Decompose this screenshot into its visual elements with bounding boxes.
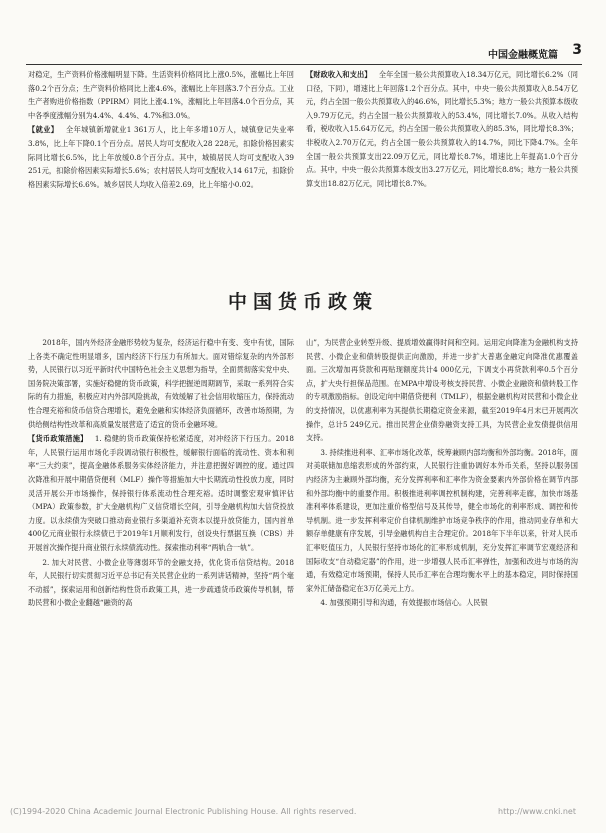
bottom-right-column bbox=[306, 336, 578, 611]
copyright-footer bbox=[10, 807, 596, 816]
intro-paragraph: 2018年，国内外经济金融形势较为复杂，经济运行稳中有变、变中有忧，国际上各类不确定性明显增多，国内经济下行压力有所加大。面对错综复杂的内外部形势，人民银行以习近平新时代中国特色社会主义思想为指导，全面贯彻落实党中央、国务院决策部署，实施好稳健的货币政策，科学把握逆周期调节，采取一系列符合实际的有力措施，积极应对内外部风险挑战，有效缓解了社会信用收缩压力，保持流动性合理充裕和货币信贷合理增长，避免金融和实体经济负面循环，改善市场预期，为供给侧结构性改革和高质量发展营造了适宜的货币金融环境。 bbox=[28, 338, 294, 429]
top-left-column bbox=[28, 68, 294, 192]
employment-paragraph bbox=[28, 123, 294, 191]
employment-tag: 【就业】 bbox=[28, 125, 59, 135]
policy-measures-paragraph bbox=[28, 432, 294, 554]
top-right-column bbox=[306, 68, 578, 191]
fiscal-paragraph bbox=[306, 68, 578, 190]
item-1-text: 1. 稳健的货币政策保持松紧适度，对冲经济下行压力。2018年，人民银行运用市场化手段调动银行积极性，缓解银行面临的流动性、资本和利率“三大约束”，提高金融体系服务实体经济能力，并注意把握好调控的度。通过四次降准和开展中期借贷便利（MLF）操作等措施加大中长期流动性投放力度，同时灵活开展公开市场操作，保持银行体系流动性合理充裕。适时调整宏观审慎评估（MPA）政策参数，扩大金融机构广义信贷增长空间，引导金融机构加大信贷投放力度。以永续债为突破口推动商业银行多渠道补充资本以提升放贷能力，国内首单400亿元商业银行永续债已于2019年1月顺利发行，创设央行票据互换（CBS）并开展首次操作提升商业银行永续债流动性。探索推动利率“两轨合一轨”。 bbox=[28, 434, 294, 552]
running-header bbox=[26, 44, 582, 65]
fiscal-tag: 【财政收入和支出】 bbox=[306, 70, 372, 79]
section-title: 中国货币政策 bbox=[227, 291, 378, 313]
price-paragraph: 对稳定，生产资料价格涨幅明显下降。生活资料价格同比上涨0.5%，涨幅比上年回落0.2个百分点；生产资料价格同比上涨4.6%，涨幅比上年回落3.7个百分点。工业生产者购进价格指数（PPIRM）同比上涨4.1%，涨幅比上年回落4.0个百分点，其中各季度涨幅分别为4.4%、4.4%、4.7%和3.0%。 bbox=[28, 70, 294, 120]
fiscal-text: 全年全国一般公共预算收入18.34万亿元，同比增长6.2%（同口径，下同），增速比上年回落1.2个百分点。其中，中央一般公共预算收入8.54万亿元，约占全国一般公共预算收入的46.6%，同比增长5.3%；地方一般公共预算本级收入9.79万亿元，约占全国一般公共预算收入的53.4%，同比增长7.0%。从收入结构看，税收收入15.64万亿元，约占全国一般公共预算收入的85.3%，同比增长8.3%；非税收入2.70万亿元，约占全国一般公共预算收入的14.7%，同比下降4.7%。全年全国一般公共预算支出22.09万亿元，同比增长8.7%，增速比上年提高1.0个百分点。其中，中央一般公共预算本级支出3.27万亿元，同比增长8.8%；地方一般公共预算支出18.82万亿元，同比增长8.7%。 bbox=[306, 70, 578, 188]
page-number: 3 bbox=[572, 42, 582, 58]
item-2-paragraph: 2. 加大对民营、小微企业等薄弱环节的金融支持，优化货币信贷结构。2018年，人民银行切实贯彻习近平总书记有关民营企业的一系列讲话精神，坚持“两个毫不动摇”，探索运用和创新结构性货币政策工具，进一步疏通货币政策传导机制，帮助民营和小微企业翻越“融资的高 bbox=[28, 557, 294, 608]
policy-measures-tag: 【货币政策措施】 bbox=[28, 434, 88, 444]
cnki-link[interactable]: http://www.cnki.net bbox=[498, 807, 576, 816]
item-3-paragraph: 3. 持续推进利率、汇率市场化改革，统筹兼顾内部均衡和外部均衡。2018年，面对美联储加息缩表形成的外部约束，人民银行注重协调好本外币关系，坚持以服务国内经济为主兼顾外部均衡，充分发挥利率和汇率作为资金要素内外部价格在调节内部和外部均衡中的重要作用。积极推进利率调控机制构建，完善利率走廊，加快市场基准利率体系建设，更加注重价格型信号及其传导，健全市场化的利率形成、调控和传导机制。进一步发挥利率定价自律机制维护市场竞争秩序的作用，推动同业存单和大额存单健康有序发展，引导金融机构自主合理定价。2018年下半年以来，针对人民币汇率贬值压力，人民银行坚持市场化的汇率形成机制，充分发挥汇率调节宏观经济和国际收支“自动稳定器”的作用，进一步增强人民币汇率弹性，加强和改进与市场的沟通，有效稳定市场预期，保持人民币汇率在合理均衡水平上的基本稳定，同时保持国家外汇储备稳定在3万亿美元上方。 bbox=[306, 447, 578, 593]
running-title: 中国金融概览篇 bbox=[488, 50, 558, 61]
item-4-paragraph: 4. 加强预期引导和沟通，有效提振市场信心。人民银 bbox=[320, 598, 488, 608]
employment-text: 全年城镇新增就业1 361万人，比上年多增10万人，城镇登记失业率3.8%，比上年下降0.1个百分点。居民人均可支配收入28 228元，扣除价格因素实际同比增长6.5%，比上年放缓0.8个百分点。其中，城镇居民人均可支配收入39 251元，扣除价格因素实际增长5.6%；农村居民人均可支配收入14 617元，扣除价格因素实际增长6.6%。城乡居民人均收入倍差2.69，比上年缩小0.02。 bbox=[28, 125, 294, 189]
continuation-paragraph: 山”，为民营企业转型升级、提质增效赢得时间和空间。运用定向降准为金融机构支持民营、小微企业和债转股提供正向激励，并进一步扩大普惠金融定向降准优惠覆盖面。三次增加再贷款和再贴现额度共计4 000亿元，下调支小再贷款利率0.5个百分点，扩大央行担保品范围。在MPA中增设考核支持民营、小微企业融资和债转股工作的专项激励指标。创设定向中期借贷便利（TMLF），根据金融机构对民营和小微企业的支持情况，以优惠利率为其提供长期稳定资金来源，截至2019年4月末已开展两次操作，总计5 249亿元。推出民营企业债券融资支持工具，为民营企业发债提供信用支持。 bbox=[306, 338, 578, 443]
bottom-left-column bbox=[28, 336, 294, 611]
copyright-text: (C)1994-2020 China Academic Journal Electronic Publishing House. All rights reserved. bbox=[10, 807, 357, 816]
